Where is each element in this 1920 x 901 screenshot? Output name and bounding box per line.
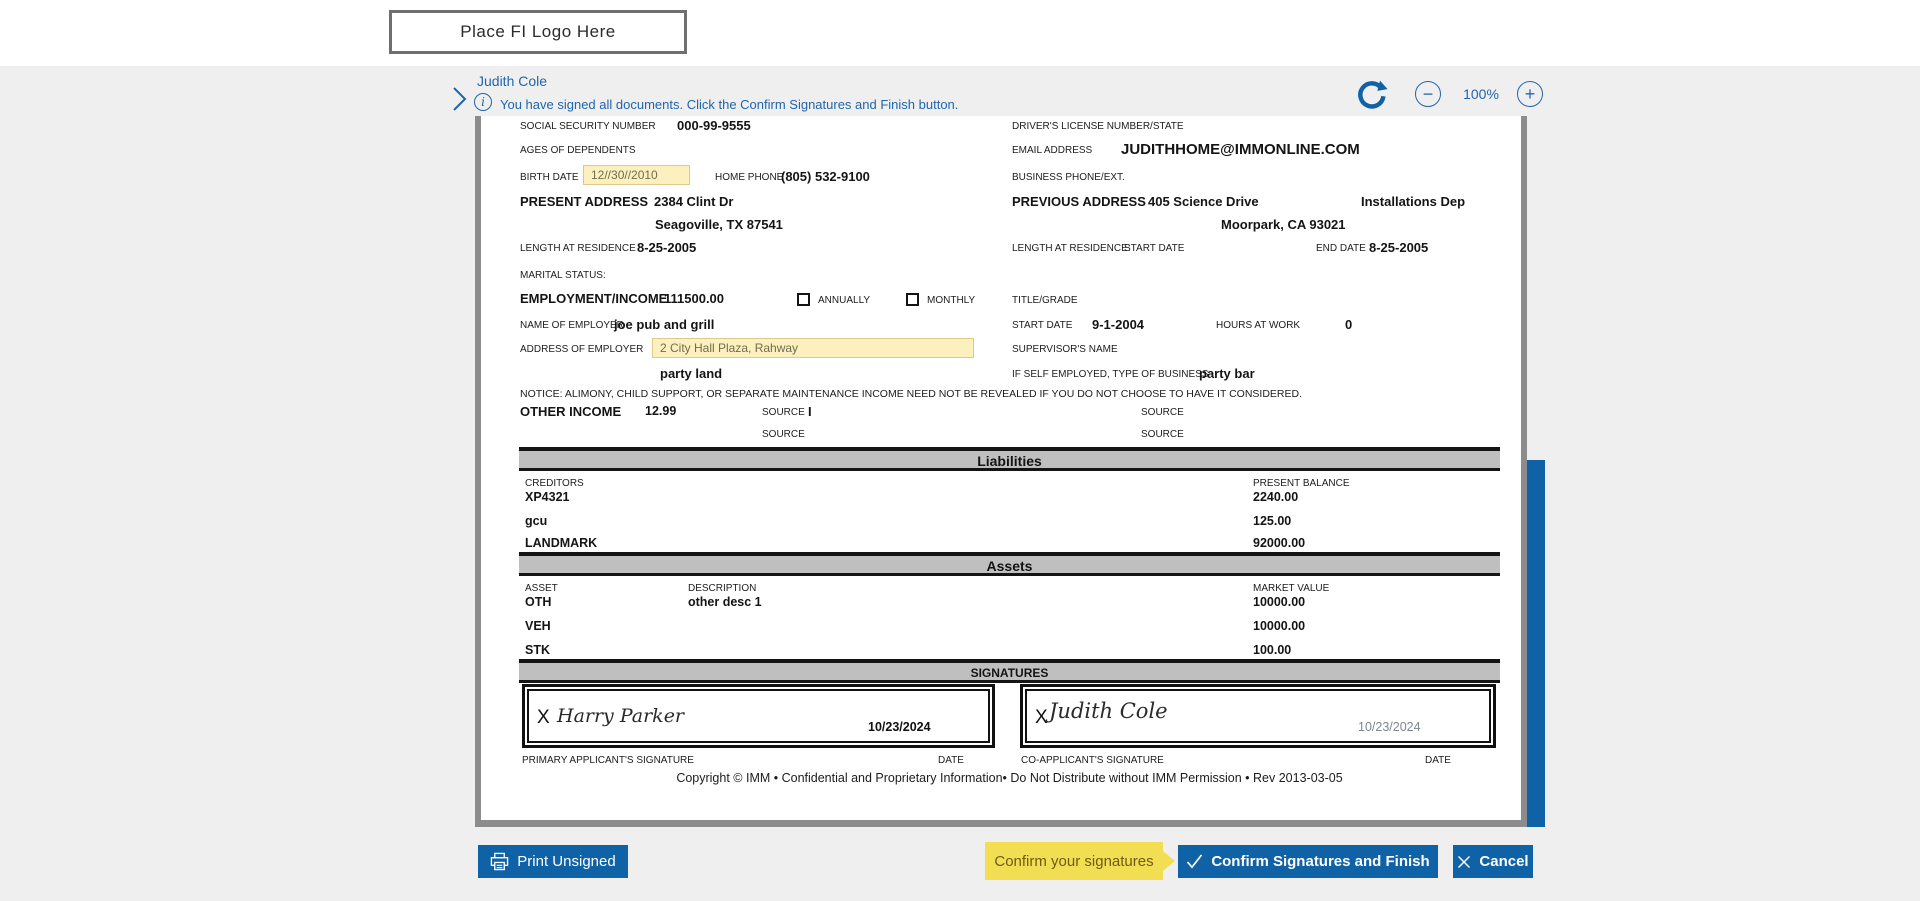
annually-checkbox[interactable] (797, 293, 810, 306)
employer-address-label: ADDRESS OF EMPLOYER (520, 344, 644, 355)
business-phone-label: BUSINESS PHONE/EXT. (1012, 172, 1125, 183)
liabilities-header (519, 447, 1500, 471)
creditor-name: LANDMARK (525, 536, 598, 550)
source-value-1: I (808, 404, 812, 419)
present-address-label: PRESENT ADDRESS (520, 194, 649, 209)
primary-signature-inner (527, 689, 990, 743)
present-address-city: Seagoville, TX 87541 (655, 217, 783, 232)
email-label: EMAIL ADDRESS (1012, 145, 1093, 156)
monthly-checkbox[interactable] (906, 293, 919, 306)
co-applicant-signature-label: CO-APPLICANT'S SIGNATURE (1021, 755, 1164, 766)
tooltip-arrow (1163, 851, 1175, 871)
primary-signature-label: PRIMARY APPLICANT'S SIGNATURE (522, 755, 694, 766)
assets-header (519, 552, 1500, 576)
asset-column-header: ASSET (525, 583, 558, 594)
creditors-column-header: CREDITORS (525, 478, 584, 489)
source-label-4: SOURCE (1141, 429, 1184, 440)
zoom-out-button[interactable]: − (1415, 81, 1441, 107)
confirm-signatures-finish-button[interactable] (1178, 845, 1438, 878)
primary-signature-script: Harry Parker (557, 705, 685, 727)
start-date-value: 9-1-2004 (1092, 317, 1145, 332)
liability-row (481, 514, 1521, 534)
co-applicant-date-label: DATE (1425, 755, 1451, 766)
source-label-2: SOURCE (1141, 407, 1184, 418)
zoom-in-button[interactable]: + (1517, 81, 1543, 107)
liabilities-title: Liabilities (519, 451, 1500, 471)
signer-name: Judith Cole (477, 73, 548, 89)
market-value: 100.00 (1253, 643, 1292, 657)
description-column-header: DESCRIPTION (688, 583, 757, 594)
previous-address-label: PREVIOUS ADDRESS (1012, 194, 1146, 209)
top-bar (0, 0, 1920, 66)
present-balance: 125.00 (1253, 514, 1292, 528)
fi-logo-placeholder (389, 10, 687, 54)
hours-at-work-value: 0 (1345, 317, 1353, 332)
birth-date-label: BIRTH DATE (520, 172, 579, 183)
refresh-icon[interactable] (1356, 78, 1388, 110)
start-date-right-label: START DATE (1012, 320, 1073, 331)
primary-signature-date: 10/23/2024 (868, 720, 931, 734)
confirm-signatures-tooltip (985, 842, 1163, 880)
marital-status-label: MARITAL STATUS: (520, 270, 606, 281)
self-employed-value: party bar (1199, 366, 1255, 381)
signatures-title: SIGNATURES (519, 663, 1500, 683)
expand-panel-chevron-icon[interactable] (452, 86, 468, 112)
zoom-level: 100% (1463, 86, 1499, 102)
employment-income-value: 111500.00 (664, 291, 725, 306)
length-residence-label: LENGTH AT RESIDENCE (520, 243, 636, 254)
length-residence-right-label: LENGTH AT RESIDENCE: (1012, 243, 1131, 254)
document-viewer (475, 116, 1527, 827)
print-unsigned-label: Print Unsigned (517, 853, 616, 870)
info-icon: i (474, 93, 492, 111)
confirm-signatures-finish-label: Confirm Signatures and Finish (1211, 853, 1430, 870)
email-value: JUDITHHOME@IMMONLINE.COM (1121, 141, 1360, 158)
title-grade-label: TITLE/GRADE (1012, 295, 1078, 306)
tooltip-label: Confirm your signatures (994, 852, 1154, 870)
signatures-header (519, 659, 1500, 683)
employer-name-value: joe pub and grill (614, 317, 715, 332)
document-page (481, 116, 1521, 820)
primary-signature-box[interactable] (522, 684, 995, 748)
present-balance: 2240.00 (1253, 490, 1299, 504)
ssn-value: 000-99-9555 (677, 118, 751, 133)
co-applicant-signature-date: 10/23/2024 (1358, 720, 1421, 734)
birth-date-field[interactable]: 12//30//2010 (583, 165, 690, 185)
monthly-label: MONTHLY (927, 295, 976, 306)
liability-row (481, 490, 1521, 510)
employer-address-line2: party land (660, 366, 723, 381)
alimony-notice: NOTICE: ALIMONY, CHILD SUPPORT, OR SEPARATE MAINTENANCE INCOME NEED NOT BE REVEALED IF YOU DO NOT CHOOSE TO HAVE IT CONSIDERED. (520, 388, 1303, 400)
self-employed-label: IF SELF EMPLOYED, TYPE OF BUSINESS (1012, 369, 1209, 380)
print-unsigned-button[interactable] (478, 845, 628, 878)
previous-address-value: 405 Science Drive (1148, 194, 1259, 209)
asset-type: OTH (525, 595, 552, 609)
check-icon (1186, 854, 1203, 869)
present-address-value: 2384 Clint Dr (654, 194, 734, 209)
asset-type: STK (525, 643, 550, 657)
primary-signature-x: X (537, 707, 550, 728)
market-value: 10000.00 (1253, 595, 1306, 609)
assets-title: Assets (519, 556, 1500, 576)
cancel-label: Cancel (1479, 853, 1529, 870)
license-label: DRIVER'S LICENSE NUMBER/STATE (1012, 121, 1184, 132)
creditor-name: XP4321 (525, 490, 570, 504)
end-date-value: 8-25-2005 (1369, 240, 1429, 255)
market-value: 10000.00 (1253, 619, 1306, 633)
asset-type: VEH (525, 619, 551, 633)
end-date-label: END DATE (1316, 243, 1366, 254)
other-income-value: 12.99 (645, 404, 677, 418)
creditor-name: gcu (525, 514, 548, 528)
present-balance: 92000.00 (1253, 536, 1306, 550)
asset-description: other desc 1 (688, 595, 762, 609)
supervisor-label: SUPERVISOR'S NAME (1012, 344, 1118, 355)
start-date-label: START DATE (1124, 243, 1185, 254)
printer-icon (490, 852, 509, 871)
status-message: You have signed all documents. Click the Confirm Signatures and Finish button. (500, 97, 959, 112)
source-label-1: SOURCE (762, 407, 805, 418)
asset-row (481, 595, 1521, 615)
market-value-column-header: MARKET VALUE (1253, 583, 1330, 594)
length-residence-value: 8-25-2005 (637, 240, 697, 255)
employer-address-field[interactable]: 2 City Hall Plaza, Rahway (652, 338, 974, 358)
co-applicant-signature-x: X (1035, 707, 1048, 728)
home-phone-value: (805) 532-9100 (781, 169, 870, 184)
cancel-button[interactable] (1453, 845, 1533, 878)
present-balance-column-header: PRESENT BALANCE (1253, 478, 1350, 489)
co-applicant-signature-inner (1025, 689, 1491, 743)
other-income-label: OTHER INCOME (520, 404, 622, 419)
document-scrollbar-thumb[interactable] (1527, 460, 1545, 827)
co-applicant-signature-script: Judith Cole (1049, 699, 1168, 723)
hours-at-work-label: HOURS AT WORK (1216, 320, 1301, 331)
home-phone-label: HOME PHONE (715, 172, 784, 183)
close-icon (1457, 855, 1471, 869)
primary-date-label: DATE (938, 755, 964, 766)
previous-address-city: Moorpark, CA 93021 (1221, 217, 1346, 232)
copyright-line: Copyright © IMM • Confidential and Proprietary Information• Do Not Distribute without IMM Permission • Rev 2013-03-05 (676, 771, 1343, 785)
asset-row (481, 619, 1521, 639)
dependents-label: AGES OF DEPENDENTS (520, 145, 636, 156)
co-applicant-signature-box[interactable] (1020, 684, 1496, 748)
source-label-3: SOURCE (762, 429, 805, 440)
employer-name-label: NAME OF EMPLOYER (520, 320, 624, 331)
fi-logo-text: Place FI Logo Here (460, 22, 616, 41)
previous-address-extra: Installations Dep (1361, 194, 1466, 209)
ssn-label: SOCIAL SECURITY NUMBER (520, 121, 656, 132)
annually-label: ANNUALLY (818, 295, 871, 306)
employment-income-label: EMPLOYMENT/INCOME (520, 291, 668, 306)
